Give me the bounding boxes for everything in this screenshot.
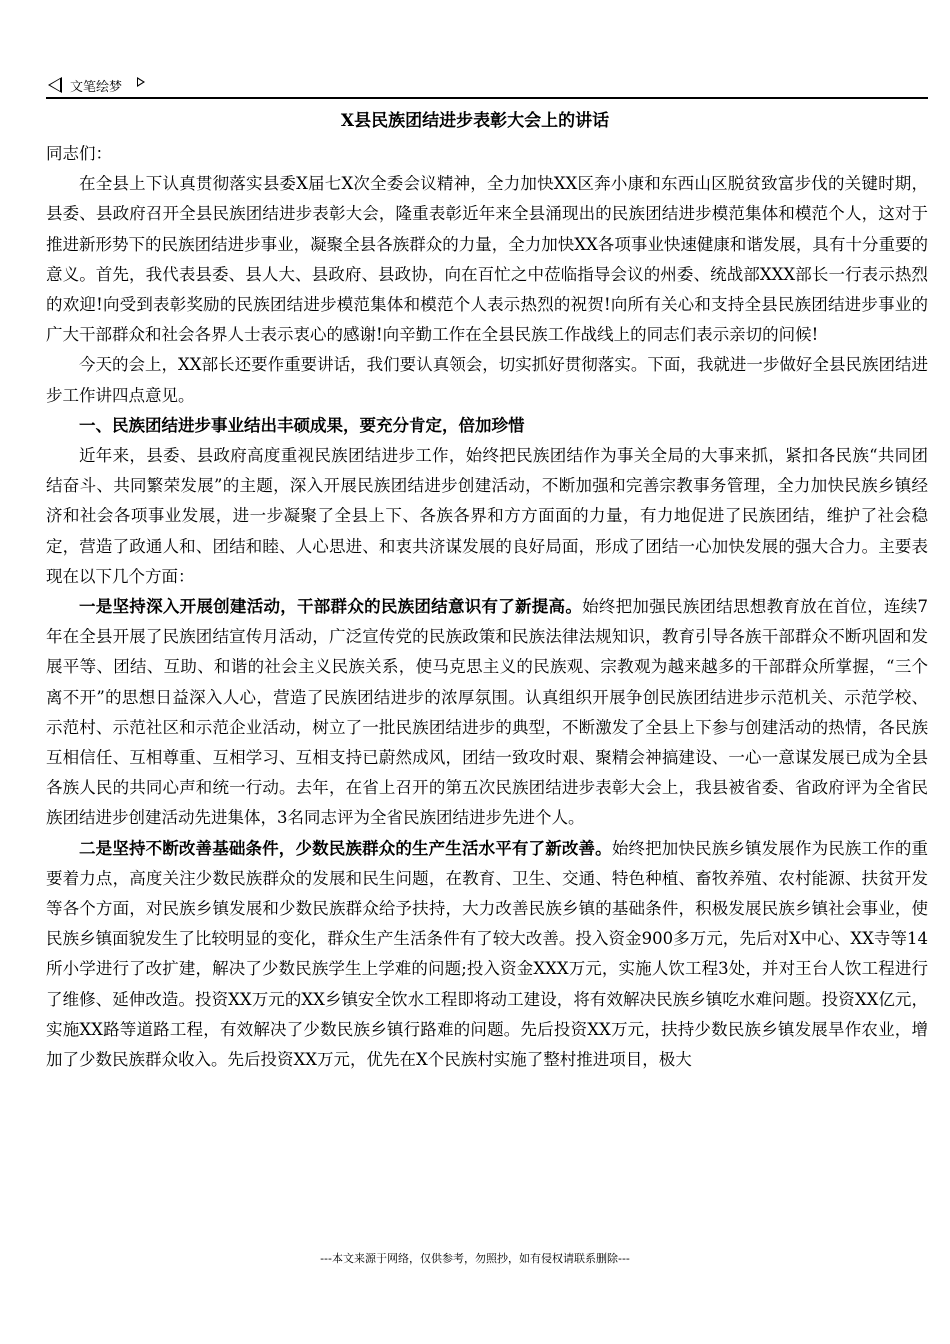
point-1-body: 始终把加强民族团结思想教育放在首位，连续7年在全县开展了民族团结宣传月活动，广泛宣传党的民族政策和民族法律法规知识，教育引导各族干部群众不断巩固和发展平等、团结、互助、和谐的社会主义民族关系，使马克思主义的民族观、宗教观为越来越多的干部群众所掌握，“三个离不开”的思想日益深入人心，营造了民族团结进步的浓厚氛围。认真组织开展争创民族团结进步示范机关、示范学校、示范村、示范社区和示范企业活动，树立了一批民族团结进步的典型，不断激发了全县上下参与创建活动的热情，各民族互相信任、互相尊重、互相学习、互相支持已蔚然成风，团结一致攻时艰、聚精会神搞建设、一心一意谋发展已成为全县各族人民的共同心声和统一行动。去年，在省上召开的第五次民族团结进步表彰大会上，我县被省委、省政府评为全省民族团结进步创建活动先进集体，3名同志评为全省民族团结进步先进个人。 [46,597,929,828]
paragraph-overview: 近年来，县委、县政府高度重视民族团结进步工作，始终把民族团结作为事关全局的大事来抓，紧扣各民族“共同团结奋斗、共同繁荣发展”的主题，深入开展民族团结进步创建活动，不断加强和完善宗教事务管理，全力加快民族乡镇经济和社会各项事业发展，进一步凝聚了全县上下、各族各界和方方面面的力量，有力地促进了民族团结，维护了社会稳定，营造了政通人和、团结和睦、人心思进、和衷共济谋发展的良好局面，形成了团结一心加快发展的强大合力。主要表现在以下几个方面： [46,446,928,586]
point-1-lead: 一是坚持深入开展创建活动，干部群众的民族团结意识有了新提高。 [79,597,583,617]
salutation: 同志们： [46,144,112,163]
page-header [46,73,928,99]
paragraph-point-2 [46,834,928,1076]
section-heading-1-text: 一、民族团结进步事业结出丰硕成果，要充分肯定，倍加珍惜 [79,415,525,435]
header-rule [46,97,928,99]
document-title: X县民族团结进步表彰大会上的讲话 [340,111,610,131]
triangle-right-icon [137,77,145,87]
paragraph-intro: 今天的会上，XX部长还要作重要讲话，我们要认真领会，切实抓好贯彻落实。下面，我就进一步做好全县民族团结进步工作讲四点意见。 [46,355,928,405]
paragraph-opening: 在全县上下认真贯彻落实县委X届七X次全委会议精神，全力加快XX区奔小康和东西山区脱贫致富步伐的关键时期，县委、县政府召开全县民族团结进步表彰大会，隆重表彰近年来全县涌现出的民族团结进步模范集体和模范个人，这对于推进新形势下的民族团结进步事业，凝聚全县各族群众的力量，全力加快XX各项事业快速健康和谐发展，具有十分重要的意义。首先，我代表县委、县人大、县政府、县政协，向在百忙之中莅临指导会议的州委、统战部XXX部长一行表示热烈的欢迎!向受到表彰奖励的民族团结进步模范集体和模范个人表示热烈的祝贺!向所有关心和支持全县民族团结进步事业的广大干部群众和社会各界人士表示衷心的感谢!向辛勤工作在全县民族工作战线上的同志们表示亲切的问候! [46,174,928,345]
paragraph-point-1 [46,592,928,834]
section-heading-1 [46,411,928,441]
document-body [46,139,928,1075]
header-brand: 文笔绘梦 [70,80,123,95]
point-2-lead: 二是坚持不断改善基础条件，少数民族群众的生产生活水平有了新改善。 [79,838,612,858]
triangle-left-icon [48,77,62,93]
point-2-body: 始终把加快民族乡镇发展作为民族工作的重要着力点，高度关注少数民族群众的发展和民生问题，在教育、卫生、交通、特色种植、畜牧养殖、农村能源、扶贫开发等各个方面，对民族乡镇发展和少数民族群众给予扶持，大力改善民族乡镇的基础条件，积极发展民族乡镇社会事业，使民族乡镇面貌发生了比较明显的变化，群众生产生活条件有了较大改善。投入资金900多万元，先后对X中心、XX寺等14所小学进行了改扩建，解决了少数民族学生上学难的问题;投入资金XXX万元，实施人饮工程3处，并对王台人饮工程进行了维修、延伸改造。投资XX万元的XX乡镇安全饮水工程即将动工建设，将有效解决民族乡镇吃水难问题。投资XX亿元，实施XX路等道路工程，有效解决了少数民族乡镇行路难的问题。先后投资XX万元，扶持少数民族乡镇发展旱作农业，增加了少数民族群众收入。先后投资XX万元，优先在X个民族村实施了整村推进项目，极大 [46,838,929,1070]
page-footer: ---本文来源于网络，仅供参考，勿照抄，如有侵权请联系删除--- [320,1252,630,1265]
